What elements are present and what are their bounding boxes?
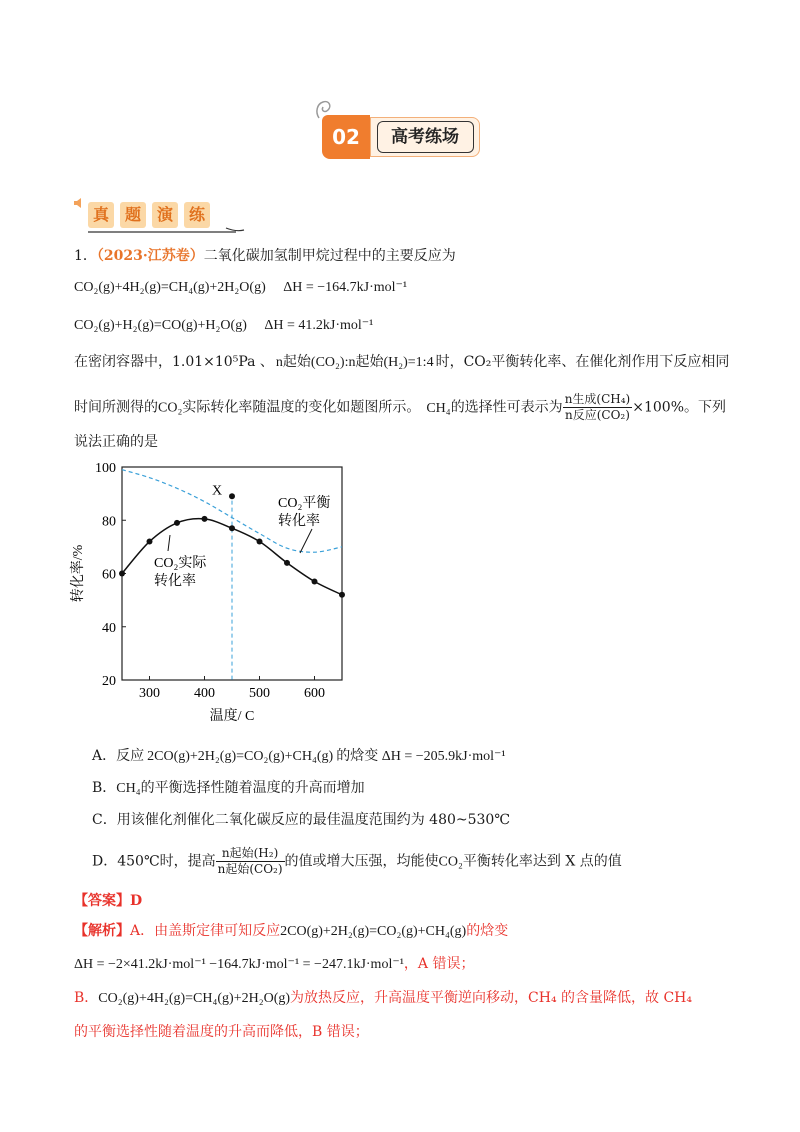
analysis-label: 【解析】 bbox=[74, 923, 130, 939]
question-number: 1． bbox=[74, 248, 97, 264]
option-b[interactable] bbox=[92, 778, 365, 799]
option-d-mid: 的值或增大压强，均能使 bbox=[284, 853, 439, 870]
option-d-numerator: n起始(H₂) bbox=[216, 846, 285, 862]
analysis-a1-equation: 2CO(g)+2H₂(g)=CO₂(g)+CH₄(g) bbox=[280, 924, 467, 939]
condition-pressure: 在密闭容器中，1.01×10⁵Pa 、 bbox=[74, 354, 274, 370]
equation-2-dh: ΔH = 41.2kJ·mol⁻¹ bbox=[264, 318, 374, 333]
actual-leader-line bbox=[168, 535, 170, 551]
option-d-fraction bbox=[216, 846, 285, 877]
analysis-b1: B． bbox=[74, 990, 99, 1006]
condition-ratio: n起始(CO₂):n起始(H₂)=1:4 bbox=[275, 355, 434, 370]
y-tick-label: 80 bbox=[102, 514, 116, 530]
question-source: （2023·江苏卷） bbox=[96, 248, 204, 264]
equation-2 bbox=[74, 316, 373, 336]
cond-co2: CO₂ bbox=[158, 400, 183, 416]
y-tick-label: 20 bbox=[102, 674, 116, 689]
actual-annotation-2: 转化率 bbox=[154, 574, 196, 589]
x-axis-label: 温度/ C bbox=[209, 709, 255, 724]
actual-point bbox=[312, 578, 318, 584]
option-d[interactable] bbox=[92, 846, 622, 877]
option-c[interactable]: C．用该催化剂催化二氧化碳反应的最佳温度范围约为 480~530℃ bbox=[92, 812, 510, 828]
y-axis-label: 转化率/% bbox=[71, 544, 86, 603]
actual-point bbox=[119, 571, 125, 577]
actual-point bbox=[284, 560, 290, 566]
actual-point bbox=[202, 516, 208, 522]
actual-point bbox=[174, 520, 180, 526]
cond-text-1: 时间所测得的 bbox=[74, 399, 158, 416]
condition-line-2 bbox=[74, 392, 726, 423]
selectivity-fraction bbox=[563, 392, 633, 423]
actual-annotation-1: CO₂实际 bbox=[154, 556, 207, 571]
x-tick-label: 600 bbox=[304, 686, 325, 701]
y-tick-label: 100 bbox=[95, 461, 116, 476]
equation-1-dh: ΔH = −164.7kJ·mol⁻¹ bbox=[283, 280, 408, 295]
x-marker-label: X bbox=[212, 483, 223, 499]
equation-1 bbox=[74, 278, 407, 298]
option-b-tail: 的平衡选择性随着温度的升高而增加 bbox=[140, 780, 365, 796]
condition-line-1 bbox=[74, 352, 729, 373]
equation-2-body: CO₂(g)+H₂(g)=CO(g)+H₂O(g) bbox=[74, 318, 247, 333]
option-d-prefix: D．450℃时，提高 bbox=[92, 853, 216, 870]
x-tick-label: 500 bbox=[249, 686, 270, 701]
tag-underline bbox=[86, 226, 246, 238]
option-d-denominator: n起始(CO₂) bbox=[217, 862, 283, 876]
section-number: 02 bbox=[322, 115, 370, 159]
condition-line-3: 说法正确的是 bbox=[74, 434, 158, 450]
analysis-a2-tail: ，A 错误； bbox=[403, 956, 475, 972]
cond-ch4: CH₄ bbox=[426, 400, 451, 416]
tag-char-3: 演 bbox=[152, 202, 178, 228]
equilibrium-leader-line bbox=[300, 529, 312, 553]
option-a-tail: 的焓变 ΔH = −205.9kJ·mol⁻¹ bbox=[336, 749, 506, 764]
question-line-1 bbox=[74, 246, 456, 266]
actual-point bbox=[257, 539, 263, 545]
analysis-b1-equation: CO₂(g)+4H₂(g)=CH₄(g)+2H₂O(g) bbox=[98, 991, 291, 1006]
cond-text-3: 实际转化率随温度的变化如题图所示。 bbox=[182, 399, 421, 416]
equilibrium-annotation-1: CO₂平衡 bbox=[278, 496, 331, 511]
analysis-line-3 bbox=[74, 988, 692, 1009]
actual-point bbox=[229, 525, 235, 531]
analysis-b1-tail: 为放热反应，升高温度平衡逆向移动，CH₄ 的含量降低，故 CH₄ bbox=[290, 990, 692, 1006]
analysis-line-2 bbox=[74, 954, 474, 975]
section-title-frame bbox=[377, 121, 474, 153]
selectivity-numerator: n生成(CH₄) bbox=[564, 392, 631, 406]
option-b-chem: CH₄ bbox=[116, 781, 141, 796]
option-b-prefix: B． bbox=[92, 780, 117, 796]
equilibrium-annotation-2: 转化率 bbox=[278, 514, 320, 529]
actual-point bbox=[147, 539, 153, 545]
x-marker-point bbox=[229, 493, 235, 499]
selectivity-denominator: n反应(CO₂) bbox=[565, 408, 630, 422]
option-d-tail: 平衡转化率达到 X 点的值 bbox=[462, 853, 622, 870]
option-a-equation: 2CO(g)+2H₂(g)=CO₂(g)+CH₄(g) bbox=[147, 749, 334, 764]
analysis-a1: A．由盖斯定律可知反应 bbox=[130, 923, 281, 939]
y-tick-label: 60 bbox=[102, 567, 116, 583]
selectivity-tail: ×100%。下列 bbox=[632, 399, 727, 416]
x-tick-label: 300 bbox=[139, 686, 160, 701]
analysis-line-4: 的平衡选择性随着温度的升高而降低，B 错误； bbox=[74, 1024, 369, 1040]
option-a[interactable] bbox=[92, 746, 506, 767]
cond-text-5: 的选择性可表示为 bbox=[450, 399, 563, 416]
conversion-chart bbox=[60, 455, 360, 730]
tag-char-2: 题 bbox=[120, 202, 146, 228]
analysis-a2: ΔH = −2×41.2kJ·mol⁻¹ −164.7kJ·mol⁻¹ = −247.1kJ·mol⁻¹ bbox=[74, 957, 404, 972]
analysis-line-1 bbox=[74, 921, 508, 942]
answer-label: 【答案】D bbox=[74, 893, 143, 909]
actual-point bbox=[339, 592, 345, 598]
question-stem: 二氧化碳加氢制甲烷过程中的主要反应为 bbox=[203, 248, 456, 264]
option-a-prefix: A．反应 bbox=[92, 748, 145, 764]
condition-rest: 时，CO₂平衡转化率、在催化剂作用下反应相同 bbox=[435, 354, 730, 370]
y-tick-label: 40 bbox=[102, 620, 116, 636]
option-d-chem: CO₂ bbox=[438, 854, 463, 870]
tag-char-1: 真 bbox=[88, 202, 114, 228]
tag-char-4: 练 bbox=[184, 202, 210, 228]
analysis-a1-tail: 的焓变 bbox=[466, 923, 509, 939]
speaker-icon bbox=[72, 196, 86, 210]
equation-1-body: CO₂(g)+4H₂(g)=CH₄(g)+2H₂O(g) bbox=[74, 280, 266, 295]
section-title: 高考练场 bbox=[370, 117, 480, 157]
x-tick-label: 400 bbox=[194, 686, 215, 701]
